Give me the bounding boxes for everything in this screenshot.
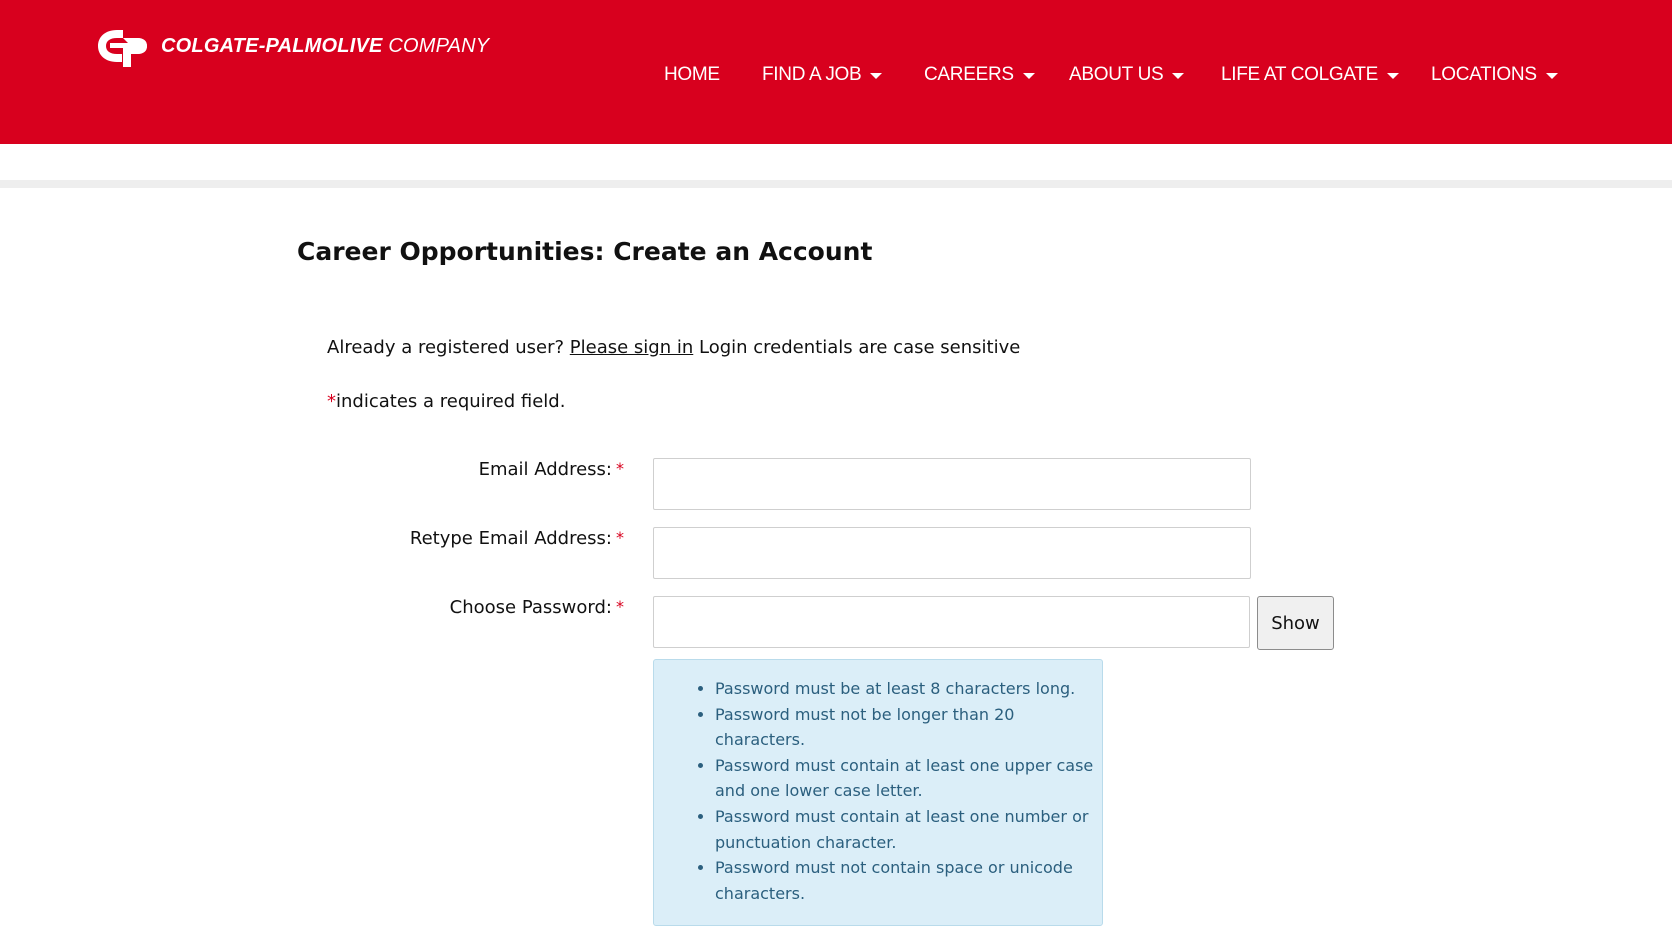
nav-home-label: HOME [664, 64, 720, 85]
password-rule: • Password must not contain space or unicode characters. [715, 855, 1094, 906]
password-rule: • Password must not be longer than 20 characters. [715, 702, 1094, 753]
logo-text [161, 35, 489, 58]
chevron-down-icon [1172, 73, 1184, 79]
sign-in-link[interactable]: Please sign in [569, 337, 694, 358]
nav-find-a-job[interactable] [762, 64, 882, 86]
show-password-button[interactable]: Show [1257, 596, 1334, 650]
password-label [450, 597, 624, 618]
required-field-note [327, 391, 565, 412]
signin-prompt [327, 337, 1020, 358]
password-rule: • Password must be at least 8 characters long. [715, 676, 1094, 702]
chevron-down-icon [1023, 73, 1035, 79]
password-required-asterisk: * [616, 597, 624, 616]
password-rules-list [654, 676, 1094, 906]
nav-locations-label: LOCATIONS [1431, 64, 1537, 85]
retype-email-label-text: Retype Email Address: [409, 528, 612, 549]
nav-about-us-label: ABOUT US [1069, 64, 1164, 85]
nav-careers-label: CAREERS [924, 64, 1014, 85]
page-title: Career Opportunities: Create an Account [297, 237, 873, 266]
password-label-text: Choose Password: [449, 597, 612, 618]
colgate-palmolive-logo-icon [93, 24, 151, 68]
nav-find-a-job-label: FIND A JOB [762, 64, 862, 85]
nav-about-us[interactable] [1069, 64, 1184, 86]
chevron-down-icon [870, 73, 882, 79]
nav-careers[interactable] [924, 64, 1035, 86]
nav-home[interactable] [664, 64, 720, 86]
nav-life-at-colgate-label: LIFE AT COLGATE [1221, 64, 1379, 85]
email-required-asterisk: * [616, 459, 624, 478]
logo[interactable] [93, 24, 489, 68]
retype-email-required-asterisk: * [616, 528, 624, 547]
chevron-down-icon [1387, 73, 1399, 79]
nav-locations[interactable] [1431, 64, 1558, 86]
email-label-text: Email Address: [478, 459, 612, 480]
retype-email-input[interactable] [653, 527, 1251, 579]
password-rule: • Password must contain at least one number or punctuation character. [715, 804, 1094, 855]
password-rules [653, 659, 1103, 926]
email-label [479, 459, 624, 480]
required-note-text: indicates a required field. [336, 391, 566, 412]
site-header [0, 0, 1672, 144]
chevron-down-icon [1546, 73, 1558, 79]
password-input[interactable] [653, 596, 1250, 648]
logo-brand: COLGATE-PALMOLIVE [161, 34, 383, 57]
logo-company: COMPANY [388, 34, 490, 57]
retype-email-label [410, 528, 624, 549]
required-asterisk: * [327, 391, 336, 412]
email-input[interactable] [653, 458, 1251, 510]
divider [0, 180, 1672, 188]
password-rule: • Password must contain at least one upper case and one lower case letter. [715, 753, 1094, 804]
nav-life-at-colgate[interactable] [1221, 64, 1399, 86]
case-sensitive-note: Login credentials are case sensitive [699, 337, 1021, 358]
already-registered-text: Already a registered user? [327, 337, 565, 358]
